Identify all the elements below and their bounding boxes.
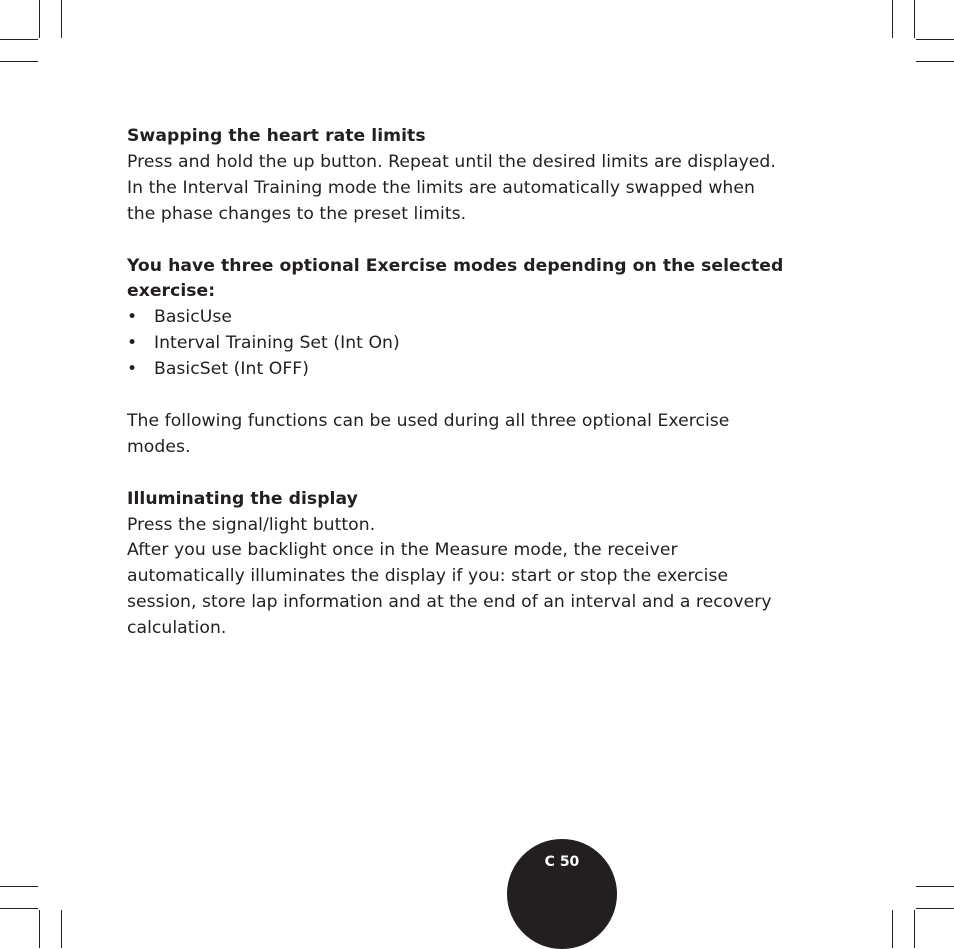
- body-line: the phase changes to the preset limits.: [127, 203, 467, 224]
- body-line: Press and hold the up button. Repeat until the desired limits are displayed.: [127, 151, 776, 172]
- body-line: session, store lap information and at the end of an interval and a recovery: [127, 592, 772, 613]
- paragraph-gap: [127, 228, 817, 254]
- paragraph-gap: [127, 461, 817, 487]
- crop-mark: [0, 39, 38, 40]
- page-content: [127, 124, 817, 642]
- section-heading: exercise:: [127, 281, 216, 302]
- list-item-label: BasicSet (Int OFF): [154, 359, 309, 380]
- crop-mark: [61, 0, 62, 38]
- bullet-marker: •: [127, 307, 138, 328]
- crop-mark: [916, 39, 954, 40]
- section-exercise-modes: [127, 254, 817, 384]
- bullet-marker: •: [127, 359, 138, 380]
- crop-mark: [0, 908, 38, 909]
- body-line: The following functions can be used during all three optional Exercise: [127, 410, 730, 431]
- body-line: Press the signal/light button.: [127, 514, 376, 535]
- section-heading: Swapping the heart rate limits: [127, 126, 426, 146]
- crop-mark: [39, 910, 40, 948]
- section-illuminating-display: [127, 487, 817, 642]
- section-heading: Illuminating the display: [127, 488, 358, 509]
- list-item-label: BasicUse: [154, 307, 233, 328]
- bullet-marker: •: [127, 333, 138, 354]
- body-line: After you use backlight once in the Measure mode, the receiver: [127, 540, 678, 561]
- crop-mark: [39, 0, 40, 38]
- crop-mark: [916, 61, 954, 62]
- crop-mark: [61, 910, 62, 948]
- body-line: In the Interval Training mode the limits are automatically swapped when: [127, 177, 755, 198]
- crop-mark: [916, 908, 954, 909]
- list-item: [127, 305, 817, 331]
- body-line: automatically illuminates the display if you: start or stop the exercise: [127, 566, 729, 587]
- list-item-label: Interval Training Set (Int On): [154, 333, 400, 354]
- crop-mark: [0, 886, 38, 887]
- list-item: [127, 331, 817, 357]
- section-heading: You have three optional Exercise modes depending on the selected: [127, 255, 784, 276]
- page-number-badge: [507, 839, 617, 949]
- crop-mark: [892, 910, 893, 948]
- page-number: C 50: [544, 854, 580, 870]
- body-line: calculation.: [127, 618, 227, 639]
- crop-mark: [0, 61, 38, 62]
- section-functions-note: [127, 409, 817, 461]
- crop-mark: [916, 886, 954, 887]
- list-item: [127, 357, 817, 383]
- section-swapping-limits: [127, 124, 817, 228]
- paragraph-gap: [127, 383, 817, 409]
- body-line: modes.: [127, 436, 191, 457]
- crop-mark: [892, 0, 893, 38]
- crop-mark: [914, 910, 915, 948]
- mode-list: [127, 305, 817, 383]
- crop-mark: [914, 0, 915, 38]
